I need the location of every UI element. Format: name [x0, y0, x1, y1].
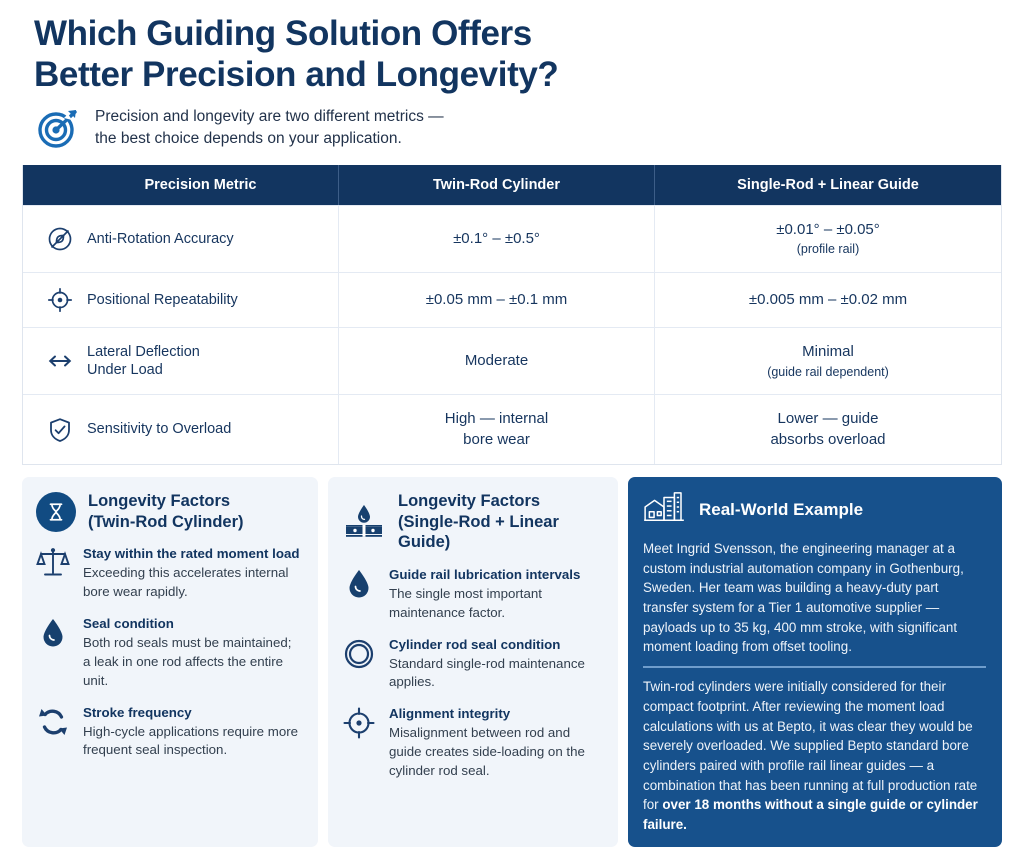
horizontal-arrows-icon [47, 348, 73, 374]
panel-title-line2: (Twin-Rod Cylinder) [88, 512, 244, 531]
list-item [36, 615, 302, 691]
subtitle-line2: the best choice depends on your application. [95, 130, 402, 148]
metric-label: Lateral Deflection Under Load [87, 343, 200, 379]
balance-scales-icon [36, 546, 70, 582]
table-cell-single-rod [654, 206, 1001, 272]
table-cell-single-rod [654, 395, 1001, 464]
table-cell-metric [23, 206, 338, 272]
divider [643, 666, 986, 668]
list-item [342, 566, 602, 623]
panel-title [88, 491, 244, 532]
page-title-line2: Better Precision and Longevity? [34, 54, 559, 94]
example-paragraph-2-highlight: over 18 months without a single guide or cylinder failure. [643, 797, 978, 833]
table-row [23, 205, 1001, 272]
cell-value: Lower — guide absorbs overload [770, 410, 886, 448]
item-body: The single most important maintenance factor. [389, 585, 542, 620]
item-heading: Seal condition [83, 615, 174, 631]
list-item [342, 636, 602, 693]
table-cell-twin-rod [338, 395, 654, 464]
item-body: Misalignment between rod and guide creates side-loading on the cylinder rod seal. [389, 725, 585, 779]
item-heading: Stay within the rated moment load [83, 546, 300, 562]
panel-header [342, 491, 602, 553]
list-item [342, 705, 602, 781]
panel-title-line1: Longevity Factors [88, 491, 231, 510]
table-cell-metric [23, 395, 338, 464]
column-header-single-rod: Single-Rod + Linear Guide [654, 165, 1001, 205]
factory-icon [643, 490, 687, 530]
item-body: High-cycle applications require more frequent seal inspection. [83, 723, 299, 758]
recycle-arrows-icon [36, 705, 70, 741]
panel-header [643, 490, 986, 530]
table-row [23, 394, 1001, 464]
header [0, 0, 1024, 152]
cell-value-note: (profile rail) [796, 242, 860, 257]
table-cell-single-rod [654, 328, 1001, 394]
cell-value: Minimal [802, 343, 854, 361]
water-droplet-icon [36, 616, 70, 652]
panel-single-rod-longevity [328, 477, 618, 847]
item-body: Both rod seals must be maintained; a leak in one rod affects the entire unit. [83, 634, 292, 688]
subtitle-row [34, 104, 1024, 152]
page-title-line1: Which Guiding Solution Offers [34, 14, 532, 53]
droplet-on-rail-icon [342, 502, 386, 542]
panel-twin-rod-longevity [22, 477, 318, 847]
crosshair-target-icon [47, 287, 73, 313]
example-paragraph-2-text: Twin-rod cylinders were initially considered for their compact footprint. After reviewing the moment load calculations with us at Bepto, it was clear they would be severely overloaded. We supplied Bepto standard bore cylinders paired with profile rail linear guides — a combination that has been running at full production rate for [643, 679, 978, 813]
example-paragraph-1: Meet Ingrid Svensson, the engineering manager at a custom industrial automation company in Gothenburg, Sweden. Her team was building a heavy-duty part transfer system for a Tier 1 automotive supplier — payloads up to 35 kg, 400 mm stroke, with significant moment loading from offset tooling. [643, 540, 964, 655]
metric-label: Anti-Rotation Accuracy [87, 230, 234, 247]
table-cell-twin-rod [338, 273, 654, 327]
bottom-panels [22, 477, 1002, 847]
item-heading: Guide rail lubrication intervals [389, 566, 581, 582]
list-item [36, 704, 302, 761]
table-header-row [23, 165, 1001, 205]
hourglass-icon [36, 492, 76, 532]
cell-value: ±0.01° – ±0.05° [776, 221, 880, 239]
comparison-table [22, 165, 1002, 465]
panel-title-line1: Longevity Factors [398, 491, 541, 510]
item-body: Exceeding this accelerates internal bore wear rapidly. [83, 565, 289, 600]
shield-check-icon [47, 417, 73, 443]
panel-header [36, 491, 302, 532]
page-title [34, 14, 1024, 95]
no-rotation-compass-icon [47, 226, 73, 252]
table-cell-twin-rod [338, 328, 654, 394]
list-item [36, 545, 302, 602]
column-header-twin-rod: Twin-Rod Cylinder [338, 165, 654, 205]
cell-value: Moderate [464, 352, 529, 370]
cell-value: ±0.1° – ±0.5° [453, 230, 540, 248]
water-droplet-icon [342, 567, 376, 603]
panel-title-line2: (Single-Rod + Linear Guide) [398, 512, 559, 552]
item-heading: Stroke frequency [83, 704, 192, 720]
crosshair-target-icon [342, 706, 376, 742]
metric-label: Sensitivity to Overload [87, 421, 232, 438]
metric-label: Positional Repeatability [87, 291, 238, 308]
panel-title: Real-World Example [699, 500, 864, 520]
cell-value: High — internal bore wear [444, 410, 549, 448]
table-cell-single-rod [654, 273, 1001, 327]
panel-title [398, 491, 602, 553]
item-heading: Alignment integrity [389, 706, 511, 722]
cell-value: ±0.005 mm – ±0.02 mm [748, 291, 908, 309]
item-body: Standard single-rod maintenance applies. [389, 655, 585, 690]
cell-value-note: (guide rail dependent) [767, 364, 889, 379]
cell-value: ±0.05 mm – ±0.1 mm [425, 291, 568, 309]
table-row [23, 272, 1001, 327]
table-row [23, 327, 1001, 394]
seal-ring-icon [342, 637, 376, 673]
table-cell-metric [23, 273, 338, 327]
example-paragraph-2 [643, 677, 986, 835]
subtitle [95, 106, 444, 150]
item-heading: Cylinder rod seal condition [389, 636, 561, 652]
table-cell-metric [23, 328, 338, 394]
target-arrow-icon [34, 104, 82, 152]
column-header-metric: Precision Metric [144, 177, 257, 194]
subtitle-line1: Precision and longevity are two different metrics — [95, 108, 444, 126]
table-cell-twin-rod [338, 206, 654, 272]
panel-real-world-example [628, 477, 1002, 847]
